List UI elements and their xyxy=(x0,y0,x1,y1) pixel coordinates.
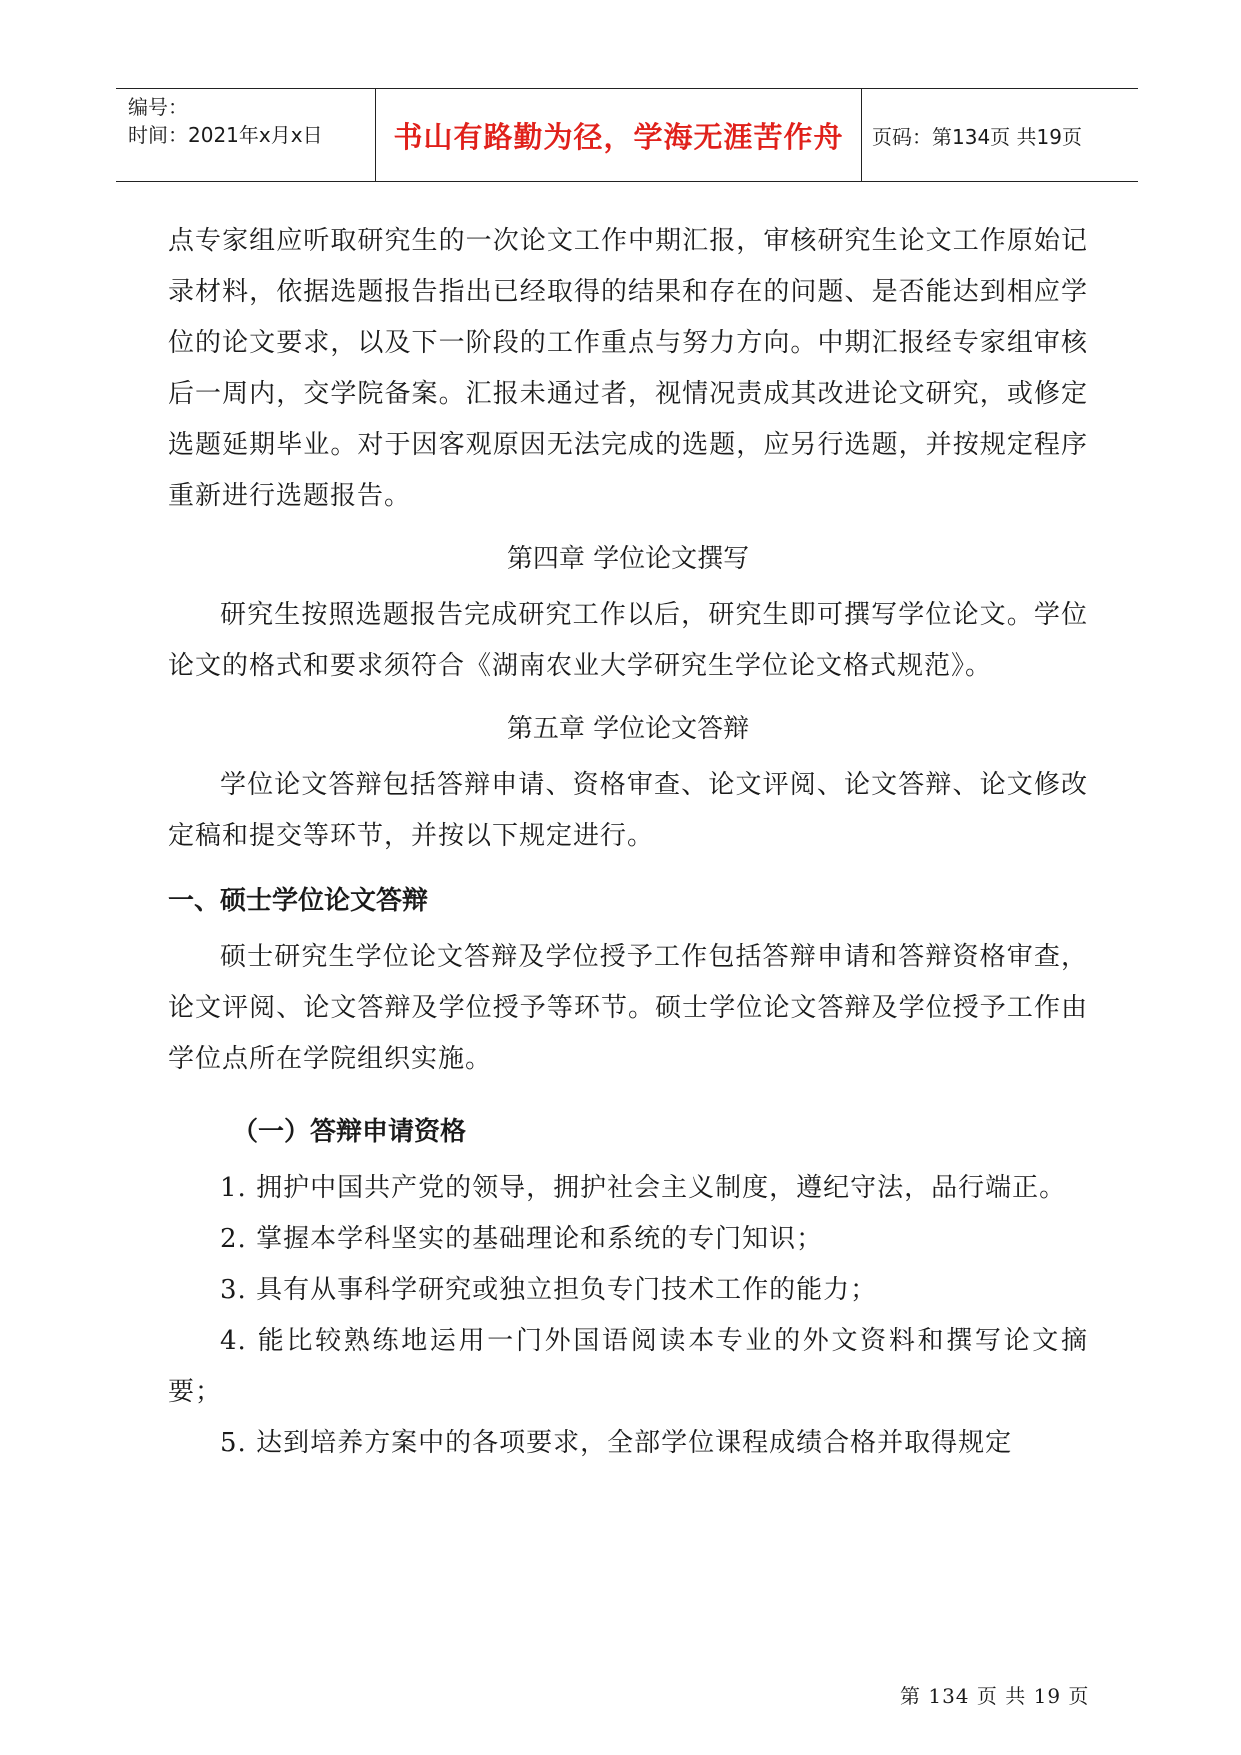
paragraph: 学位论文答辩包括答辩申请、资格审查、论文评阅、论文答辩、论文修改定稿和提交等环节，并按以下规定进行。 xyxy=(168,770,1088,851)
page-header xyxy=(116,88,1138,182)
paragraph: 点专家组应听取研究生的一次论文工作中期汇报，审核研究生论文工作原始记录材料，依据选题报告指出已经取得的结果和存在的问题、是否能达到相应学位的论文要求，以及下一阶段的工作重点与努力方向。中期汇报经专家组审核后一周内，交学院备案。汇报未通过者，视情况责成其改进论文研究，或修定选题延期毕业。对于因客观原因无法完成的选题，应另行选题，并按规定程序重新进行选题报告。 xyxy=(168,226,1088,511)
header-meta xyxy=(116,89,376,181)
header-motto: 书山有路勤为径，学海无涯苦作舟 xyxy=(376,89,862,181)
header-page-info: 页码：第134页 共19页 xyxy=(872,124,1082,149)
chapter-heading: 第五章 学位论文答辩 xyxy=(506,714,750,744)
section-heading: 一、硕士学位论文答辩 xyxy=(168,886,429,916)
paragraph: 研究生按照选题报告完成研究工作以后，研究生即可撰写学位论文。学位论文的格式和要求须符合《湖南农业大学研究生学位论文格式规范》。 xyxy=(168,600,1088,681)
list-item: 3. 具有从事科学研究或独立担负专门技术工作的能力； xyxy=(220,1275,878,1305)
paragraph: 硕士研究生学位论文答辩及学位授予工作包括答辩申请和答辩资格审查，论文评阅、论文答辩及学位授予等环节。硕士学位论文答辩及学位授予工作由学位点所在学院组织实施。 xyxy=(168,942,1088,1074)
page-footer: 第 134 页 共 19 页 xyxy=(900,1684,1090,1708)
list-item: 4. 能比较熟练地运用一门外国语阅读本专业的外文资料和撰写论文摘要； xyxy=(168,1326,1088,1407)
list-item: 2. 掌握本学科坚实的基础理论和系统的专门知识； xyxy=(220,1224,824,1254)
number-label: 编号： xyxy=(128,95,188,119)
document-body xyxy=(168,216,1088,1469)
list-item: 5. 达到培养方案中的各项要求，全部学位课程成绩合格并取得规定 xyxy=(220,1428,1013,1458)
subsection-heading: （一）答辩申请资格 xyxy=(232,1117,467,1147)
chapter-heading: 第四章 学位论文撰写 xyxy=(506,544,750,574)
time-label: 时间：2021年x月x日 xyxy=(128,123,323,147)
list-item: 1. 拥护中国共产党的领导，拥护社会主义制度，遵纪守法，品行端正。 xyxy=(220,1173,1067,1203)
